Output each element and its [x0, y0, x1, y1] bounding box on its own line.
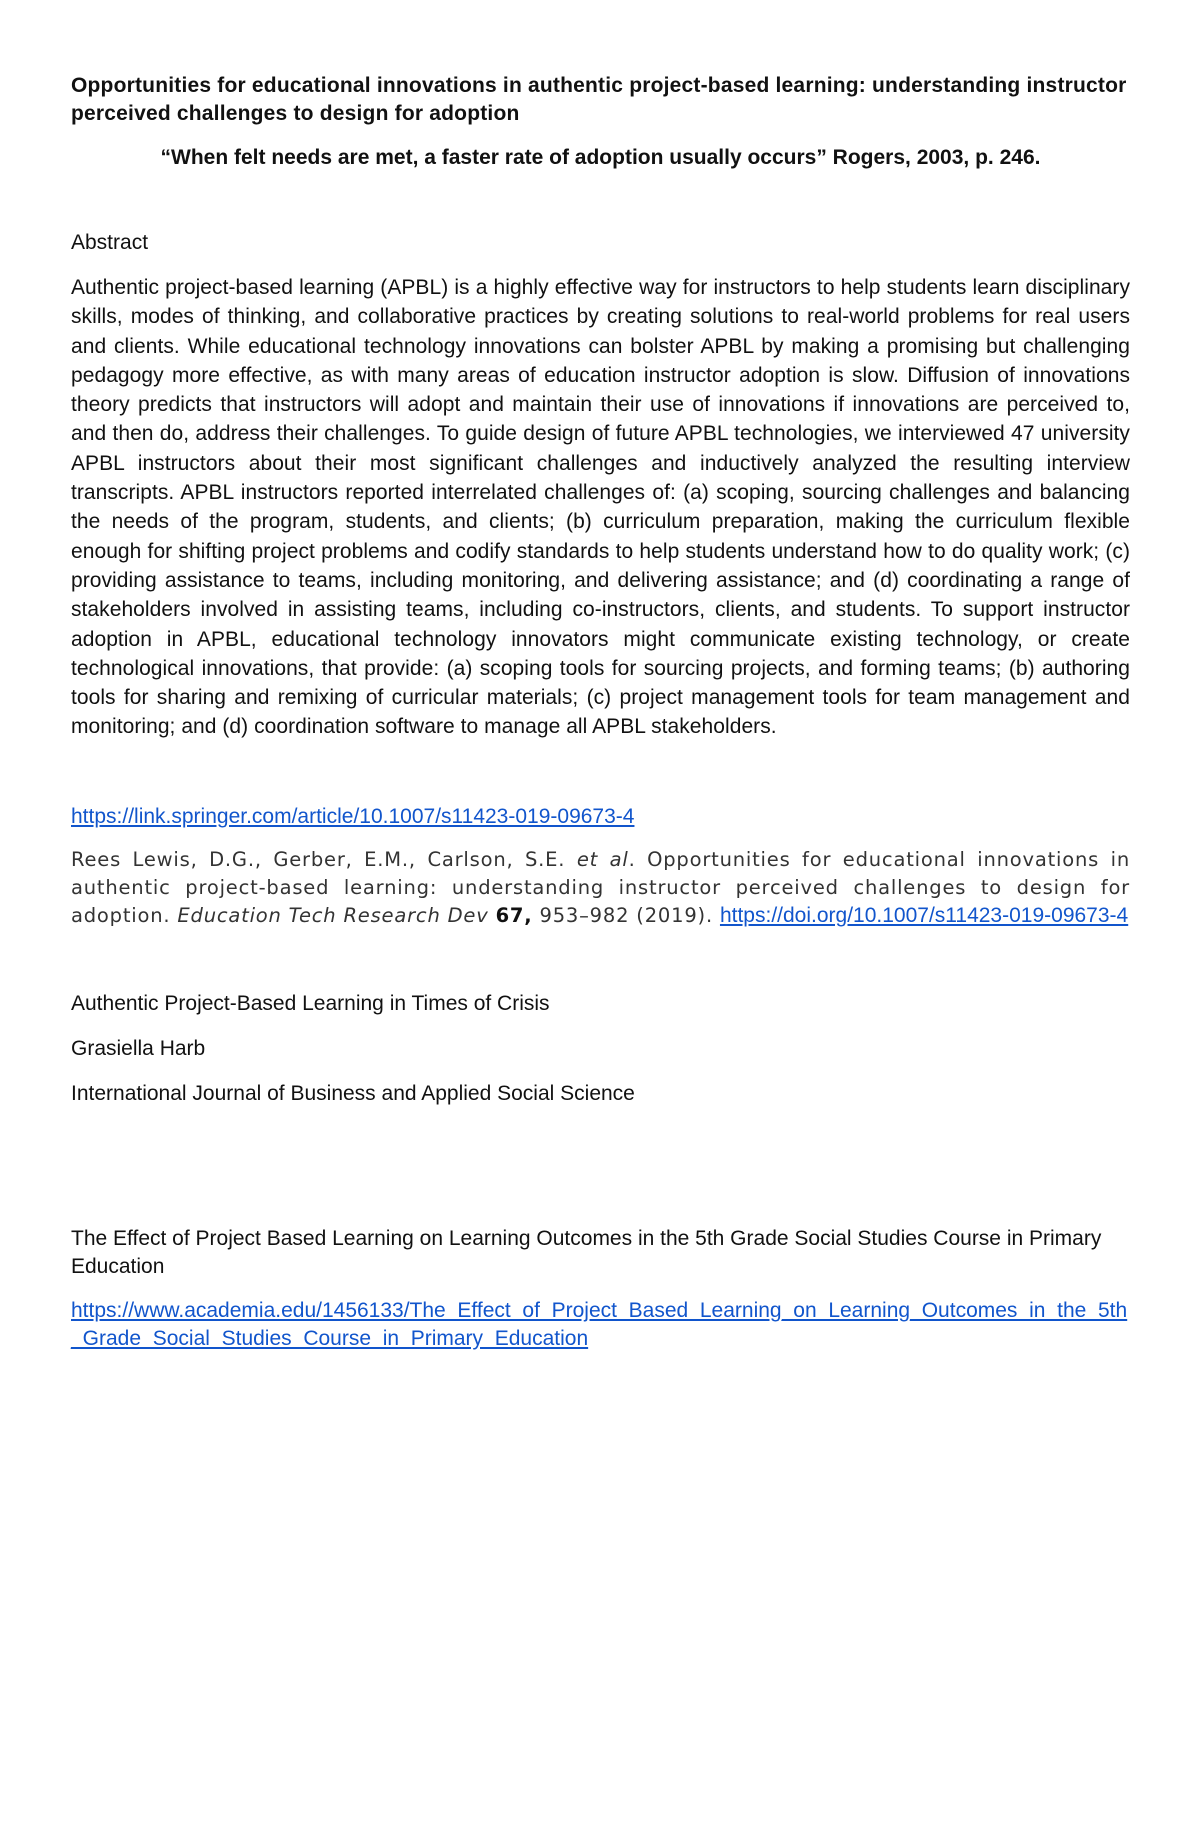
- document-page: [71, 72, 1130, 1353]
- epigraph-quote: “When felt needs are met, a faster rate of adoption usually occurs” Rogers, 2003, p. 246.: [160, 146, 1041, 169]
- document-title: Opportunities for educational innovations in authentic project-based learning: understanding instructor perceived challenges to design for adoption: [71, 74, 1127, 125]
- reference-3-link[interactable]: https://www.academia.edu/1456133/The_Effect_of_Project_Based_Learning_on_Learning_Outcomes_in_the_5th_Grade_Social_Studies_Course_in_Primary_Education: [71, 1298, 1128, 1350]
- citation-volume: 67,: [495, 903, 533, 927]
- citation-title: . Opportunities for educational innovations in authentic project-based learning: understanding instructor perceived challenges to design for adoption.: [71, 847, 1130, 927]
- citation-authors: Rees Lewis, D.G., Gerber, E.M., Carlson, S.E.: [71, 847, 577, 871]
- reference-2-title: Authentic Project-Based Learning in Times of Crisis: [71, 991, 550, 1015]
- reference-2-author: Grasiella Harb: [71, 1036, 206, 1060]
- reference-3-link-block: [71, 1297, 1130, 1353]
- abstract-body: Authentic project-based learning (APBL) is a highly effective way for instructors to help students learn disciplinary skills, modes of thinking, and collaborative practices by creating solutions to real-world problems for real users and clients. While educational technology innovations can bolster APBL by making a promising but challenging pedagogy more effective, as with many areas of education instructor adoption is slow. Diffusion of innovations theory predicts that instructors will adopt and maintain their use of innovations if innovations are perceived to, and then do, address their challenges. To guide design of future APBL technologies, we interviewed 47 university APBL instructors about their most significant challenges and inductively analyzed the resulting interview transcripts. APBL instructors reported interrelated challenges of: (a) scoping, sourcing challenges and balancing the needs of the program, students, and clients; (b) curriculum preparation, making the curriculum flexible enough for shifting project problems and codify standards to help students understand how to do quality work; (c) providing assistance to teams, including monitoring, and delivering assistance; and (d) coordinating a range of stakeholders involved in assisting teams, including co-instructors, clients, and students. To support instructor adoption in APBL, educational technology innovators might communicate existing technology, or create technological innovations, that provide: (a) scoping tools for sourcing projects, and forming teams; (b) authoring tools for sharing and remixing of curricular materials; (c) project management tools for team management and monitoring; and (d) coordination software to manage all APBL stakeholders.: [71, 276, 1130, 739]
- reference-2-journal: International Journal of Business and Applied Social Science: [71, 1081, 635, 1105]
- citation-etal: et al: [576, 847, 629, 871]
- reference-1-link[interactable]: https://link.springer.com/article/10.1007/s11423-019-09673-4: [71, 804, 635, 828]
- citation-journal: Education Tech Research Dev: [177, 903, 489, 927]
- citation-doi-link[interactable]: https://doi.org/10.1007/s11423-019-09673-4: [719, 903, 1129, 927]
- reference-1-citation: [71, 846, 1130, 930]
- citation-space: [489, 904, 496, 927]
- citation-pages: 953–982 (2019).: [532, 903, 720, 927]
- reference-3-title: The Effect of Project Based Learning on Learning Outcomes in the 5th Grade Social Studies Course in Primary Education: [71, 1226, 1102, 1278]
- abstract-heading: Abstract: [71, 231, 149, 254]
- reference-1-link-block: [71, 803, 1130, 831]
